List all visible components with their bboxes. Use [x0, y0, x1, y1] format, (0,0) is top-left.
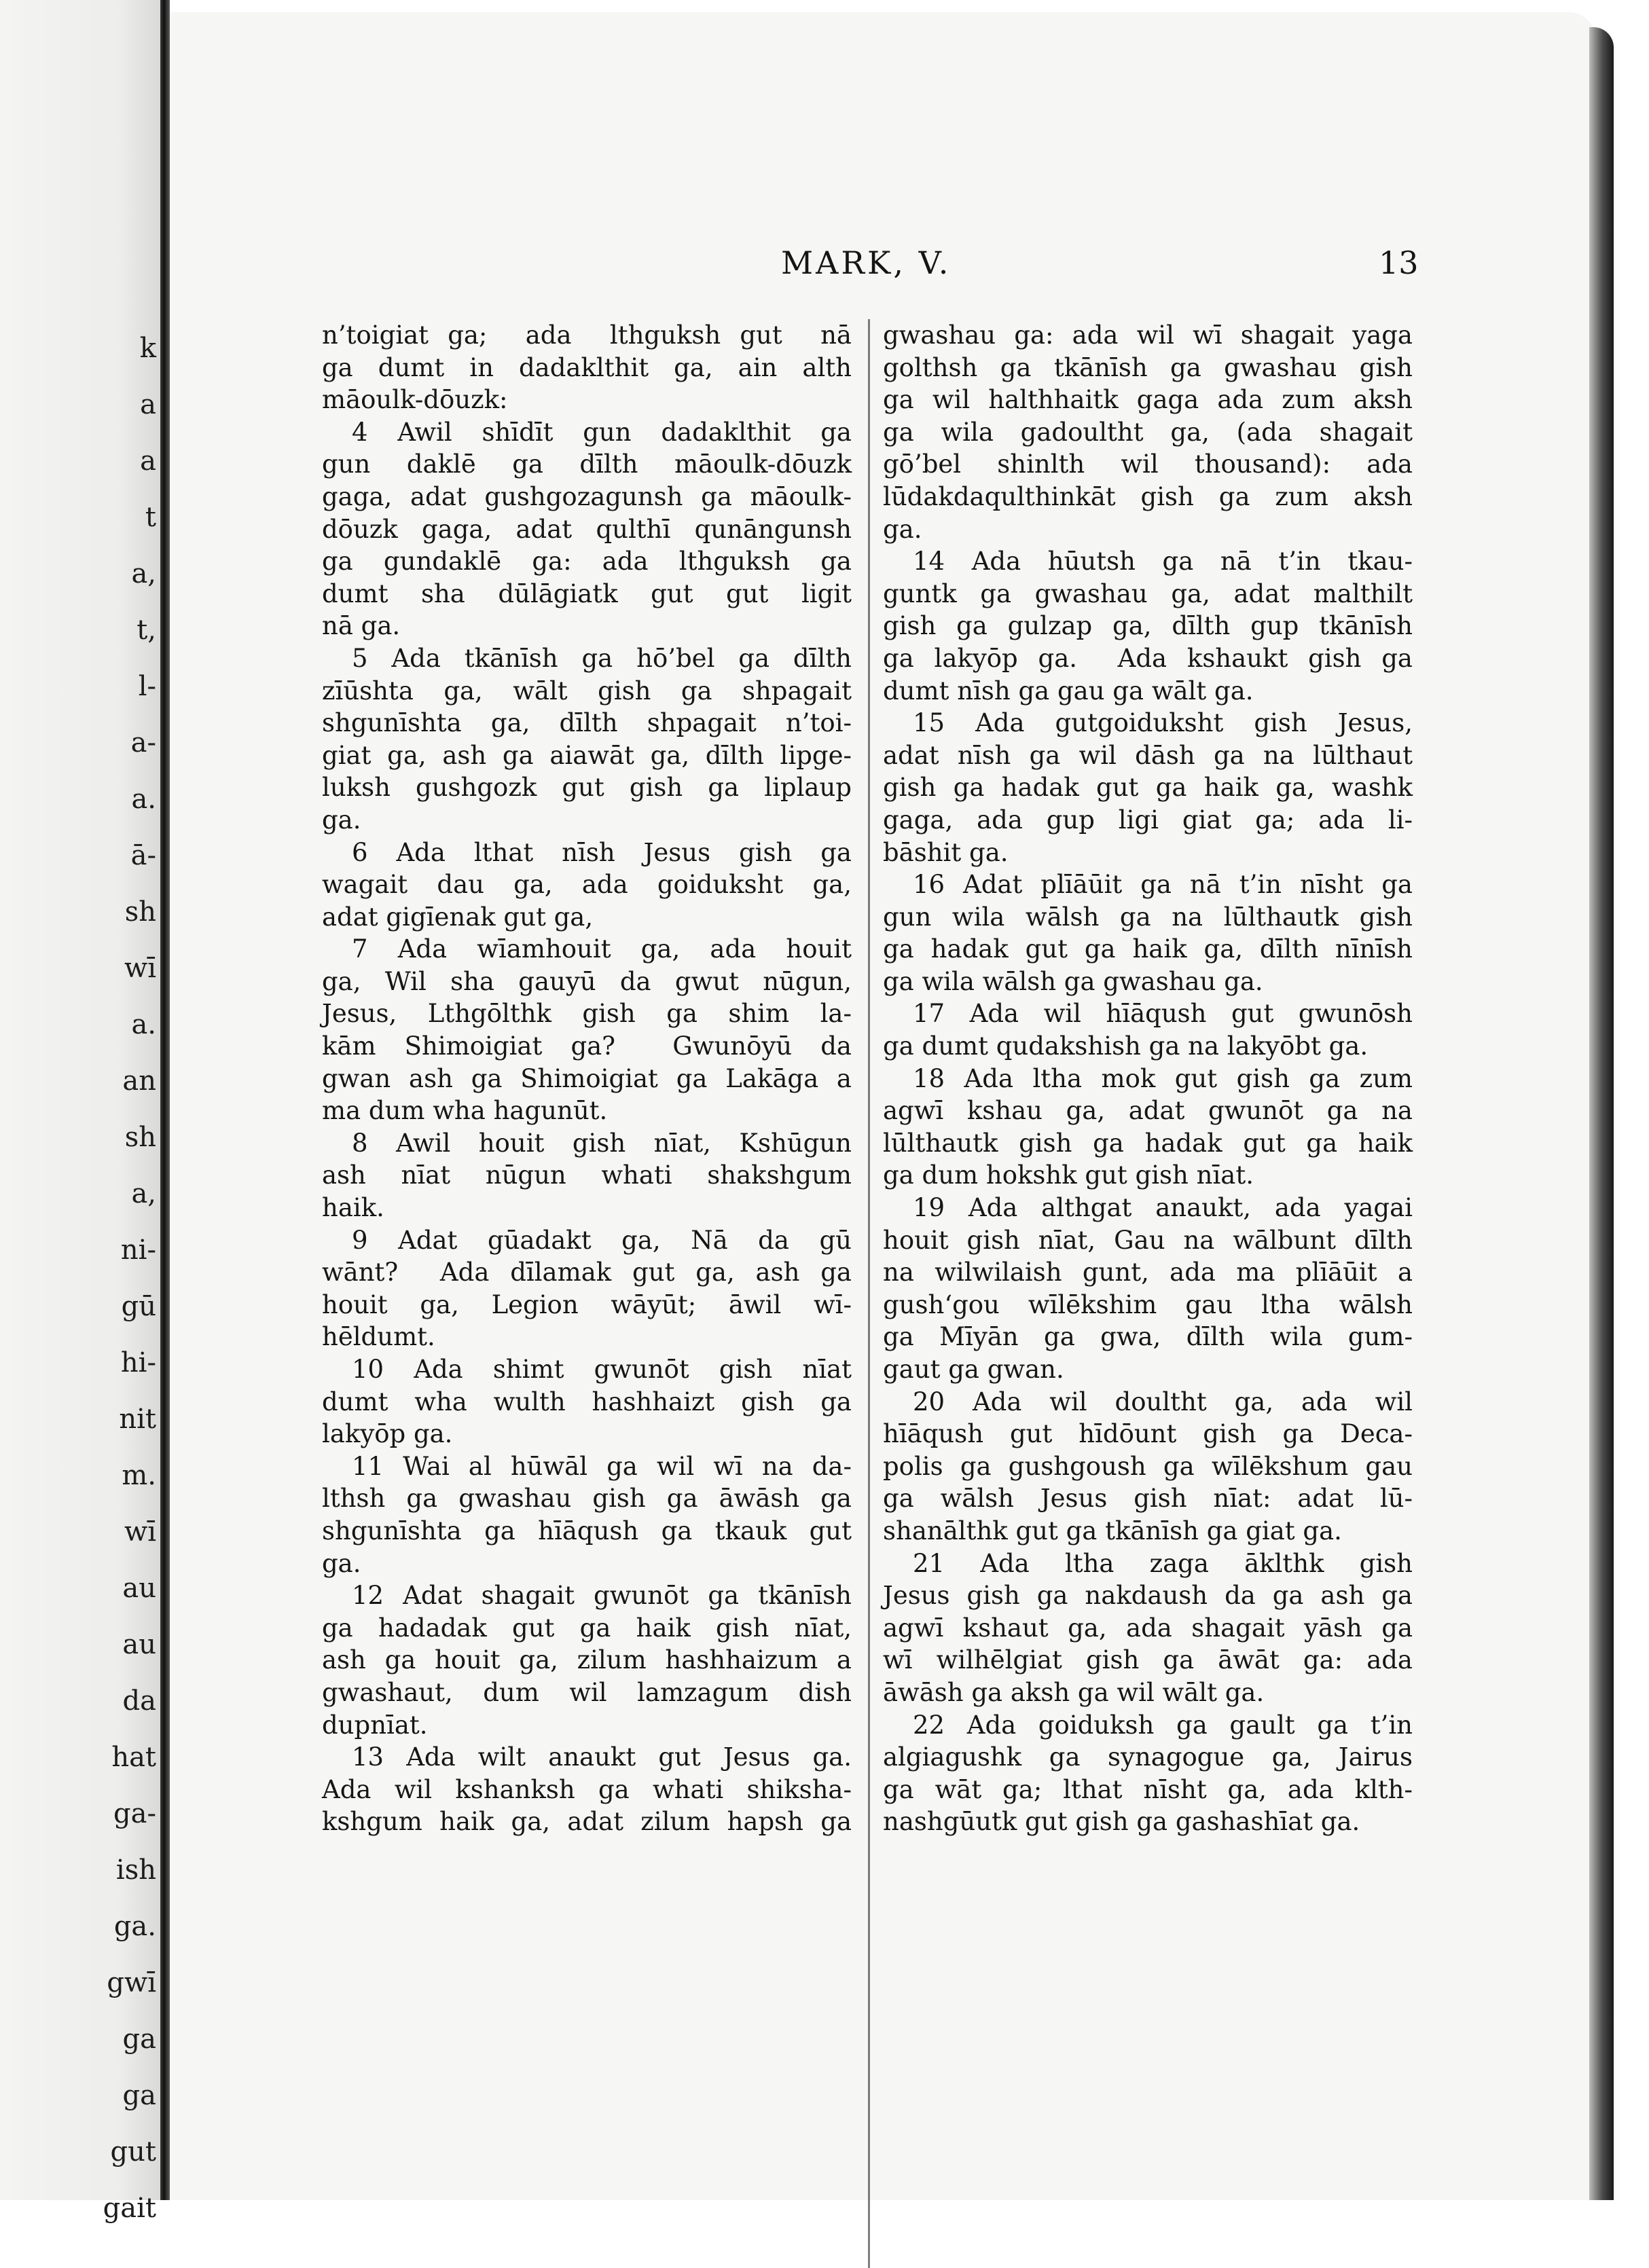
text-line: kshgum haik ga, adat zilum hapsh ga	[322, 1807, 852, 1837]
text-line: agwī kshau ga, adat gwunōt ga na	[883, 1096, 1413, 1126]
page-right-edge	[1589, 27, 1614, 2200]
text-line: gun daklē ga dīlth māoulk-dōuzk	[322, 450, 852, 479]
previous-page-fragment: t	[145, 502, 156, 533]
text-line: 17 Ada wil hīāqush gut gwunōsh	[913, 999, 1413, 1029]
previous-page-fragment: au	[122, 1573, 156, 1604]
text-line: houit gish nīat, Gau na wālbunt dīlth	[883, 1225, 1413, 1255]
text-line: ga.	[322, 805, 361, 835]
text-line: 10 Ada shimt gwunōt gish nīat	[352, 1355, 852, 1384]
text-line: Jesus gish ga nakdaush da ga ash ga	[883, 1581, 1413, 1611]
text-line: lūlthautk gish ga hadak gut ga haik	[883, 1128, 1413, 1158]
text-line: ga wila gadoultht ga, (ada shagait	[883, 417, 1413, 447]
text-line: hēldumt.	[322, 1322, 435, 1352]
text-line: Ada wil kshanksh ga whati shiksha-	[322, 1774, 852, 1804]
text-line: 18 Ada ltha mok gut gish ga zum	[913, 1063, 1413, 1093]
text-line: 8 Awil houit gish nīat, Kshūgun	[352, 1128, 852, 1158]
running-head: MARK, V.	[781, 244, 952, 281]
previous-page-fragment: sh	[124, 896, 156, 928]
text-line: shgunīshta ga hīāqush ga tkauk gut	[322, 1516, 852, 1545]
text-line: 21 Ada ltha zaga āklthk gish	[913, 1548, 1413, 1578]
text-line: ga dum hokshk gut gish nīat.	[883, 1160, 1254, 1190]
text-line: ga gundaklē ga: ada lthguksh ga	[322, 547, 852, 577]
text-line: polis ga gushgoush ga wīlēkshum gau	[883, 1451, 1413, 1481]
right-margin-background	[1614, 0, 1649, 2200]
text-line: dōuzk gaga, adat qulthī qunāngunsh	[322, 514, 852, 544]
text-line: 20 Ada wil doultht ga, ada wil	[913, 1387, 1413, 1416]
page-number: 13	[1379, 244, 1419, 281]
text-line: wagait dau ga, ada goiduksht ga,	[322, 870, 852, 900]
text-line: dumt wha wulth hashhaizt gish ga	[322, 1387, 852, 1416]
text-line: ga wālsh Jesus gish nīat: adat lū-	[883, 1484, 1413, 1514]
text-line: gwashau ga: ada wil wī shagait yaga	[883, 321, 1413, 350]
previous-page-fragment: hat	[111, 1742, 156, 1773]
text-line: ga lakyōp ga. Ada kshaukt gish ga	[883, 643, 1413, 673]
text-line: ga.	[883, 514, 922, 544]
previous-page-fragment: wī	[124, 953, 156, 984]
previous-page-fragment: ga	[122, 2080, 156, 2111]
text-line: nashgūutk gut gish ga gashashīat ga.	[883, 1807, 1360, 1837]
text-line: 5 Ada tkānīsh ga hō’bel ga dīlth	[352, 643, 852, 673]
text-line: zīūshta ga, wālt gish ga shpagait	[322, 676, 852, 706]
text-line: 13 Ada wilt anaukt gut Jesus ga.	[352, 1742, 852, 1772]
text-line: gwan ash ga Shimoigiat ga Lakāga a	[322, 1063, 852, 1093]
text-line: dupnīat.	[322, 1710, 428, 1740]
text-line: 7 Ada wīamhouit ga, ada houit	[352, 934, 852, 964]
text-line: ga wila wālsh ga gwashau ga.	[883, 966, 1263, 996]
text-line: dumt nīsh ga gau ga wālt ga.	[883, 676, 1254, 706]
text-line: wī wilhēlgiat gish ga āwāt ga: ada	[883, 1645, 1413, 1675]
text-line: gish ga hadak gut ga haik ga, washk	[883, 773, 1413, 803]
text-line: nā ga.	[322, 611, 401, 641]
previous-page-fragment: gut	[110, 2136, 156, 2168]
text-line: houit ga, Legion wāyūt; āwil wī-	[322, 1290, 852, 1319]
previous-page-fragment: a,	[131, 558, 156, 589]
text-line: 19 Ada althgat anaukt, ada yagai	[913, 1193, 1413, 1223]
text-line: agwī kshaut ga, ada shagait yāsh ga	[883, 1613, 1413, 1643]
text-line: bāshit ga.	[883, 837, 1009, 867]
text-line: luksh gushgozk gut gish ga liplaup	[322, 773, 852, 803]
text-line: 6 Ada lthat nīsh Jesus gish ga	[352, 837, 852, 867]
text-line: lthsh ga gwashau gish ga āwāsh ga	[322, 1484, 852, 1514]
previous-page-fragment: m.	[122, 1460, 156, 1491]
column-divider	[868, 319, 870, 2268]
text-line: dumt sha dūlāgiatk gut gut ligit	[322, 579, 852, 608]
text-line: ma dum wha hagunūt.	[322, 1096, 608, 1126]
text-line: shgunīshta ga, dīlth shpagait n’toi-	[322, 708, 852, 738]
previous-page-fragment: a.	[131, 1009, 156, 1040]
previous-page-fragment: gwī	[107, 1967, 156, 1998]
previous-page-fragment: ga-	[113, 1798, 156, 1829]
previous-page-fragment: l-	[138, 671, 156, 702]
previous-page-fragment: a	[140, 445, 156, 477]
text-line: golthsh ga tkānīsh ga gwashau gish	[883, 352, 1413, 382]
previous-page-fragment: ni-	[120, 1234, 156, 1266]
text-line: ga Mīyān ga gwa, dīlth wila gum-	[883, 1322, 1413, 1352]
text-line: ga hadadak gut ga haik gish nīat,	[322, 1613, 852, 1643]
text-line: 16 Adat plīāūit ga nā t’in nīsht ga	[913, 870, 1413, 900]
previous-page-fragment: au	[122, 1629, 156, 1660]
text-line: 12 Adat shagait gwunōt ga tkānīsh	[352, 1581, 852, 1611]
text-line: 9 Adat gūadakt ga, Nā da gū	[352, 1225, 852, 1255]
text-line: lūdakdaqulthinkāt gish ga zum aksh	[883, 481, 1413, 511]
book-gutter	[160, 0, 170, 2200]
text-line: algiagushk ga synagogue ga, Jairus	[883, 1742, 1413, 1772]
text-line: gaut ga gwan.	[883, 1355, 1064, 1384]
text-line: 15 Ada gutgoiduksht gish Jesus,	[913, 708, 1413, 738]
text-line: ga.	[322, 1548, 361, 1578]
previous-page-fragment: ish	[115, 1854, 156, 1886]
previous-page-fragment: k	[139, 333, 156, 364]
text-line: ga, Wil sha gauyū da gwut nūgun,	[322, 966, 852, 996]
text-line: gaga, ada gup ligi giat ga; ada li-	[883, 805, 1413, 835]
text-line: wānt? Ada dīlamak gut ga, ash ga	[322, 1258, 852, 1287]
previous-page-fragment: ga	[122, 2024, 156, 2055]
previous-page-fragment: a	[140, 389, 156, 420]
previous-page-fragment: a.	[131, 784, 156, 815]
previous-page-fragment: nit	[119, 1404, 156, 1435]
text-line: hīāqush gut hīdōunt gish ga Deca-	[883, 1419, 1413, 1449]
text-line: adat gigīenak gut ga,	[322, 902, 594, 932]
previous-page-fragment: da	[122, 1685, 156, 1717]
text-line: guntk ga gwashau ga, adat malthilt	[883, 579, 1413, 608]
previous-page-fragment: ga.	[113, 1911, 156, 1942]
text-line: gō’bel shinlth wil thousand): ada	[883, 450, 1413, 479]
text-line: gwashaut, dum wil lamzagum dish	[322, 1677, 852, 1707]
text-line: ash ga houit ga, zilum hashhaizum a	[322, 1645, 852, 1675]
text-line: kām Shimoigiat ga? Gwunōyū da	[322, 1031, 852, 1061]
text-line: haik.	[322, 1193, 384, 1223]
previous-page-fragment: wī	[124, 1516, 156, 1548]
previous-page-fragment: a-	[130, 727, 156, 758]
text-line: ga dumt in dadaklthit ga, ain alth	[322, 352, 852, 382]
text-line: āwāsh ga aksh ga wil wālt ga.	[883, 1677, 1265, 1707]
text-line: ga hadak gut ga haik ga, dīlth nīnīsh	[883, 934, 1413, 964]
text-line: ga wil halthhaitk gaga ada zum aksh	[883, 385, 1413, 415]
text-line: 11 Wai al hūwāl ga wil wī na da-	[352, 1451, 852, 1481]
previous-page-fragment: sh	[124, 1122, 156, 1153]
previous-page-fragment: ā-	[130, 840, 156, 871]
text-line: māoulk-dōuzk:	[322, 385, 508, 415]
previous-page-fragment: gū	[121, 1291, 156, 1322]
left-text-column	[322, 319, 852, 1838]
text-line: shanālthk gut ga tkānīsh ga giat ga.	[883, 1516, 1342, 1545]
previous-page-fragment: an	[122, 1065, 156, 1097]
text-line: gaga, adat gushgozagunsh ga māoulk-	[322, 481, 852, 511]
previous-page-fragment: hi-	[120, 1347, 156, 1378]
text-line: gish ga gulzap ga, dīlth gup tkānīsh	[883, 611, 1413, 641]
text-line: na wilwilaish gunt, ada ma plīāūit a	[883, 1258, 1413, 1287]
text-line: Jesus, Lthgōlthk gish ga shim la-	[322, 999, 852, 1029]
previous-page-fragment: a,	[131, 1178, 156, 1209]
top-margin-background	[170, 0, 1616, 12]
text-line: adat nīsh ga wil dāsh ga na lūlthaut	[883, 740, 1413, 770]
previous-page-fragment: gait	[103, 2193, 156, 2224]
text-line: gun wila wālsh ga na lūlthautk gish	[883, 902, 1413, 932]
text-line: ash nīat nūgun whati shakshgum	[322, 1160, 852, 1190]
text-line: ga wāt ga; lthat nīsht ga, ada klth-	[883, 1774, 1413, 1804]
text-line: giat ga, ash ga aiawāt ga, dīlth lipge-	[322, 740, 852, 770]
text-line: ga dumt qudakshish ga na lakyōbt ga.	[883, 1031, 1369, 1061]
previous-page-fragment: t,	[137, 615, 156, 646]
text-line: 4 Awil shīdīt gun dadaklthit ga	[352, 417, 852, 447]
text-line: lakyōp ga.	[322, 1419, 453, 1449]
text-line: 22 Ada goiduksh ga gault ga t’in	[913, 1710, 1413, 1740]
text-line: n’toigiat ga; ada lthguksh gut nā	[322, 321, 852, 350]
text-line: 14 Ada hūutsh ga nā t’in tkau-	[913, 547, 1413, 577]
right-text-column	[883, 319, 1413, 1838]
text-line: gush‘gou wīlēkshim gau ltha wālsh	[883, 1290, 1413, 1319]
